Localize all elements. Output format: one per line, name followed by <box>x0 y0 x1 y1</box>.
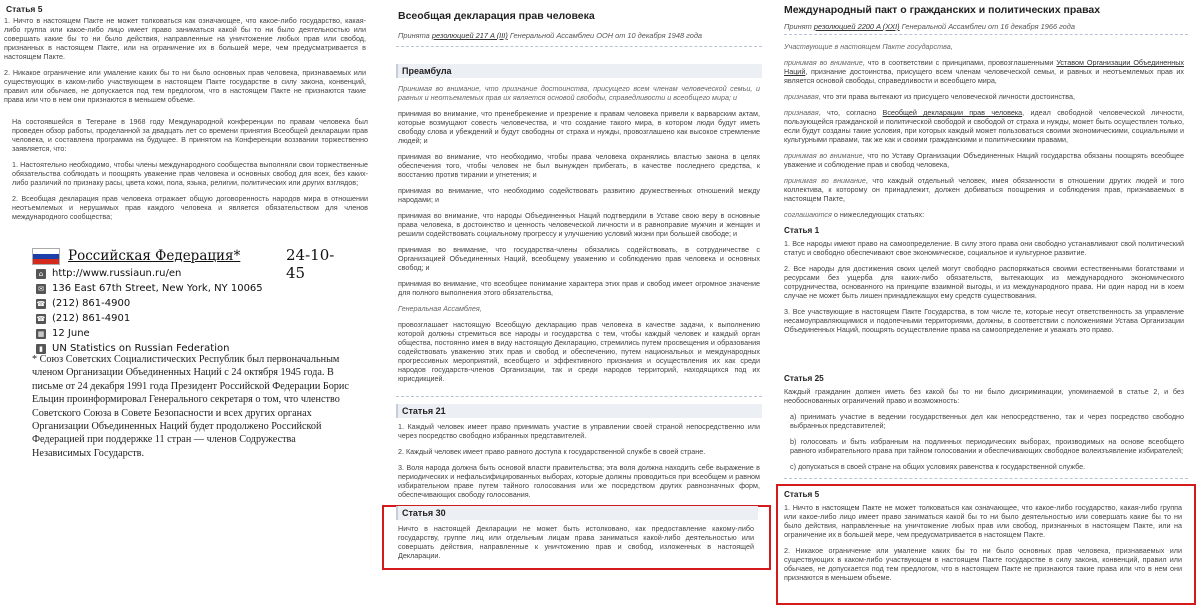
paragraph: b) голосовать и быть избранным на подлинных периодических выборах, производимых на основе всеобщего равного избирательного права при тайном голосовании и обеспечивающих свободное волеизъявление избирателей; <box>790 437 1184 455</box>
paragraph-text: , что каждый отдельный человек, имея обязанности в отношении других людей и того коллектива, к которому он принадлежит, должен добиваться поощрения и соблюдения прав, признаваемых в настоящем Пакте, <box>784 176 1184 203</box>
fax-row <box>36 311 344 326</box>
statistics-icon: ▮ <box>36 344 46 354</box>
statistics-link[interactable]: UN Statistics on Russian Federation <box>52 343 230 354</box>
preamble-text <box>398 84 760 390</box>
covenant-subtitle <box>784 22 1075 31</box>
subtitle-text: Генеральной Ассамблеи от 16 декабря 1966 года <box>899 22 1075 31</box>
card-footnote: * Союз Советских Социалистических Республик был первоначальным членом Организации Объединенных Наций с 24 октября 1945 года. В письме от 24 декабря 1991 года Президент Российской Федерации Борис Ельцин проинформировал Генерального секретаря о том, что членство Советского Союза в Совете Безопасности и всех других органах Организации Объединенных Наций будет продолжено Российской Федерацией при поддержке 11 стран — членов Содружества Независимых Государств. <box>32 354 349 459</box>
paragraph: На состоявшейся в Тегеране в 1968 году Международной конференции по правам человека был проведен обзор работы, проделанной за двадцать лет со времени принятия Всеобщей декларации прав человека, и составлена программа на будущее. В принятом на Конференции воззвании торжественно заявляется, что: <box>12 117 368 153</box>
paragraph: а) принимать участие в ведении государственных дел как непосредственно, так и через посредство свободно выбранных представителей; <box>790 412 1184 430</box>
covenant-preamble <box>784 42 1184 341</box>
paragraph: c) допускаться в своей стране на общих условиях равенства к государственной службе. <box>790 462 1086 471</box>
emphasis: соглашаются <box>784 210 832 219</box>
paragraph: принимая во внимание, что необходимо содействовать развитию дружественных отношений между народами; и <box>398 186 760 204</box>
paragraph: 1. Все народы имеют право на самоопределение. В силу этого права они свободно устанавливают свой политический статус и свободно обеспечивают свое экономическое, социальное и культурное развитие. <box>784 239 1184 257</box>
paragraph: принимая во внимание, что народы Объединенных Наций подтвердили в Уставе свою веру в основные права человека, в достоинство и ценность человеческой личности и в равноправие мужчин и женщин и решили содействовать социальному прогрессу и улучшению условий жизни при большей свободе; и <box>398 211 760 238</box>
paragraph: Каждый гражданин должен иметь без какой бы то ни было дискриминации, упоминаемой в статье 2, и без необоснованных ограничений право и возможность: <box>784 387 1184 405</box>
paragraph: Генеральная Ассамблея, <box>398 304 482 313</box>
paragraph-text: о нижеследующих статьях: <box>831 210 925 219</box>
divider <box>396 46 762 47</box>
subtitle-text: Генеральной Ассамблеи ООН от 10 декабря 1948 года <box>507 31 703 40</box>
address-text: 136 East 67th Street, New York, NY 10065 <box>52 283 263 294</box>
phone-text: (212) 861-4900 <box>52 298 131 309</box>
map-icon: ✉ <box>36 284 46 294</box>
article-5-heading: Статья 5 <box>6 4 43 14</box>
subtitle-text: Принят <box>784 22 814 31</box>
paragraph <box>398 84 760 102</box>
right-panel <box>776 0 1200 614</box>
address-row <box>36 281 344 296</box>
calendar-icon: ▦ <box>37 329 45 338</box>
covenant-title: Международный пакт о гражданских и политических правах <box>784 4 1101 16</box>
paragraph: принимая во внимание, что всеобщее понимание характера этих прав и свобод имеет огромное значение для полного выполнения этого обязательства, <box>398 279 760 297</box>
phone-row <box>36 296 344 311</box>
paragraph-text: , идеал свободной человеческой личности, пользующейся гражданской и политической свободой и свободой от страха и нужды, может быть осуществлен только, если будут созданы такие условия, при которых каждый может пользоваться своими экономическими, социальными и культурными правами, так же как и своими гражданскими и политическими правами, <box>784 108 1184 144</box>
paragraph: Ничто в настоящей Декларации не может быть истолковано, как предоставление какому-либо государству, группе лиц или отдельным лицам права заниматься какой-либо деятельностью или совершать действия, направленные к уничтожению прав и свобод, изложенных в настоящей Декларации. <box>398 524 754 560</box>
article-5-heading: Статья 5 <box>784 490 820 499</box>
paragraph <box>784 92 1184 101</box>
paragraph-text: , признание достоинства, присущего всем членам человеческой семьи, и равных и неотъемлемых прав их является основой свободы, справедливости и всеобщего мира, <box>784 67 1184 85</box>
article-5-text <box>4 16 366 111</box>
emphasis: принимая во внимание <box>784 151 863 160</box>
paragraph-text: , что в соответствии с принципами, провозглашенными <box>862 58 1057 67</box>
paragraph: Участвующие в настоящем Пакте государства, <box>784 42 953 51</box>
article-1-heading: Статья 1 <box>784 226 820 235</box>
tehran-proclamation-text <box>12 117 368 228</box>
phone-icon: ☎ <box>36 299 46 308</box>
paragraph <box>784 176 1184 203</box>
preamble-heading: Преамбула <box>396 64 762 78</box>
emphasis: принимая во внимание <box>784 58 863 67</box>
divider <box>784 478 1188 479</box>
left-panel <box>0 0 372 614</box>
paragraph: 1. Ничто в настоящем Пакте не может толковаться как означающее, что какое-либо государство, какая-либо группа или какое-либо лицо имеет право заниматься какой бы то ни было деятельностью или совершать какие бы то ни было действия, направленные на уничтожение любых прав или свобод, признанных в настоящем Пакте, или на ограничение их в большей мере, чем предусматривается в настоящем Пакте. <box>784 503 1182 539</box>
paragraph: провозглашает настоящую Всеобщую декларацию прав человека в качестве задачи, к выполнению которой должны стремиться все народы и государства с тем, чтобы каждый человек и каждый орган общества, постоянно имея в виду настоящую Декларацию, стремились путем просвещения и образования содействовать уважению этих прав и свобод и обеспечению, путем национальных и международных прогрессивных мероприятий, всеобщего и эффективного признания и осуществления их как среди народов государств-членов Организации, так и среди народов территорий, находящихся под их юрисдикцией. <box>398 320 760 383</box>
member-state-card <box>32 244 344 371</box>
paragraph: 1. Ничто в настоящем Пакте не может толковаться как означающее, что какое-либо государство, какая-либо группа или какое-либо лицо имеет право заниматься какой бы то ни было деятельностью или совершать какие бы то ни было действия, направленные на уничтожение любых прав или свобод, признанных в настоящем Пакте, или на ограничение их в большей мере, чем предусматривается в настоящем Пакте. <box>4 16 366 61</box>
emphasis: принимая во внимание <box>784 176 866 185</box>
fax-icon: ☎ <box>36 314 46 323</box>
paragraph: принимая во внимание, что пренебрежение и презрение к правам человека привели к варварским актам, которые возмущают совесть человечества, и что создание такого мира, в котором люди будут иметь свободу слова и убеждений и будут свободны от страха и нужды, провозглашено как высокое стремление людей; и <box>398 109 760 145</box>
globe-icon: ⌂ <box>36 269 46 279</box>
declaration-subtitle <box>398 31 702 40</box>
article-30-text <box>398 524 754 567</box>
resolution-link[interactable]: резолюцией 2200 A (XXI) <box>813 22 900 31</box>
paragraph: 2. Каждый человек имеет право равного доступа к государственной службе в своей стране. <box>398 447 706 456</box>
admission-date: 24-10-45 <box>286 246 335 282</box>
paragraph: 1. Каждый человек имеет право принимать участие в управлении своей страной непосредственно или через посредство свободно избранных представителей. <box>398 422 760 440</box>
russia-flag-icon <box>32 248 60 265</box>
paragraph-text: , что эти права вытекают из присущего человеческой личности достоинства, <box>818 92 1076 101</box>
paragraph: 2. Никакое ограничение или умаление каких бы то ни было основных прав человека, признаваемых или существующих в каком-либо участвующем в настоящем Пакте государстве в силу закона, конвенций, правил или обычаев, не допускается под тем предлогом, что в настоящем Пакте не признаются такие права или что в нем они признаются в меньшем объеме. <box>784 546 1182 582</box>
paragraph <box>784 58 1184 85</box>
website-link[interactable]: http://www.russiaun.ru/en <box>52 268 182 279</box>
charter-link[interactable]: Уставом Организации Объединенных Наций <box>784 58 1184 76</box>
national-day-row <box>36 326 344 341</box>
emphasis: признавая <box>784 92 819 101</box>
paragraph: 3. Воля народа должна быть основой власти правительства; эта воля должна находить себе выражение в периодических и нефальсифицированных выборах, которые должны проводиться при всеобщем и равном избирательном праве путем тайного голосования или же посредством других равнозначных форм, обеспечивающих свободу голосования. <box>398 463 760 499</box>
fax-text: (212) 861-4901 <box>52 313 131 324</box>
article-25-text <box>784 372 1184 478</box>
paragraph: 2. Все народы для достижения своих целей могут свободно распоряжаться своими естественными богатствами и ресурсами без ущерба для каких-либо обязательств, вытекающих из международного экономического сотрудничества, основанного на принципе взаимной выгоды, и из международного права. Ни один народ ни в коем случае не может быть лишен принадлежащих ему средств существования. <box>784 264 1184 300</box>
divider <box>396 396 762 397</box>
middle-panel <box>382 0 772 614</box>
paragraph: 2. Всеобщая декларация прав человека отражает общую договоренность народов мира в отношении неотъемлемых и нерушимых прав каждого человека и является обязательством для членов международного сообщества; <box>12 194 368 221</box>
article-30-heading: Статья 30 <box>396 506 758 520</box>
divider <box>784 34 1188 35</box>
declaration-link[interactable]: Всеобщей декларации прав человека <box>882 108 1023 117</box>
paragraph-text: , что по Уставу Организации Объединенных Наций государства обязаны поощрять всеобщее уважение и соблюдение прав и свобод человека, <box>784 151 1184 169</box>
article-21-text <box>398 422 760 506</box>
paragraph: 2. Никакое ограничение или умаление каких бы то ни было основных прав человека, признаваемых или существующих в каком-либо участвующем в настоящем Пакте государстве в силу закона, конвенций, правил или обычаев, не допускается под тем предлогом, что в настоящем Пакте не признаются такие права или что в нем они признаются в меньшем объеме. <box>4 68 366 104</box>
country-link[interactable]: Российская Федерация* <box>68 248 241 264</box>
article-25-heading: Статья 25 <box>784 374 824 383</box>
paragraph-text: Принимая во внимание, что признание достоинства, присущего всем членам человеческой семьи, и равных и неотъемлемых прав их является основой свободы, справедливости и всеобщего мира; и <box>398 84 760 102</box>
resolution-link[interactable]: резолюцией 217 A (III) <box>431 31 508 40</box>
paragraph <box>784 108 1184 144</box>
declaration-title: Всеобщая декларация прав человека <box>398 10 595 22</box>
paragraph: принимая во внимание, что государства-члены обязались содействовать, в сотрудничестве с Организацией Объединенных Наций, всеобщему уважению и соблюдению прав человека и основных свобод; и <box>398 245 760 272</box>
paragraph: 3. Все участвующие в настоящем Пакте Государства, в том числе те, которые несут ответственность за управление несамоуправляющимися и подопечными территориями, должны, в соответствии с положениями Устава Организации Объединенных Наций, поощрять осуществление права на самоопределение и уважать это право. <box>784 307 1184 334</box>
emphasis: признавая <box>784 108 819 117</box>
subtitle-text: Принята <box>398 31 432 40</box>
paragraph <box>784 210 1184 219</box>
paragraph: 1. Настоятельно необходимо, чтобы члены международного сообщества выполняли свои торжественные обязательства соблюдать и поощрять уважение прав человека и основных свобод для всех, без каких-либо различий по признаку расы, цвета кожи, пола, языка, религии, политических или других взглядов; <box>12 160 368 187</box>
article-5-text <box>784 488 1182 589</box>
article-21-heading: Статья 21 <box>396 404 762 418</box>
paragraph-text: , что, согласно <box>818 108 883 117</box>
paragraph: принимая во внимание, что необходимо, чтобы права человека охранялись властью закона в целях обеспечения того, чтобы человек не был вынужден прибегать, в качестве последнего средства, к восстанию против тирании и угнетения; и <box>398 152 760 179</box>
paragraph <box>784 151 1184 169</box>
national-day-text: 12 June <box>52 328 90 339</box>
